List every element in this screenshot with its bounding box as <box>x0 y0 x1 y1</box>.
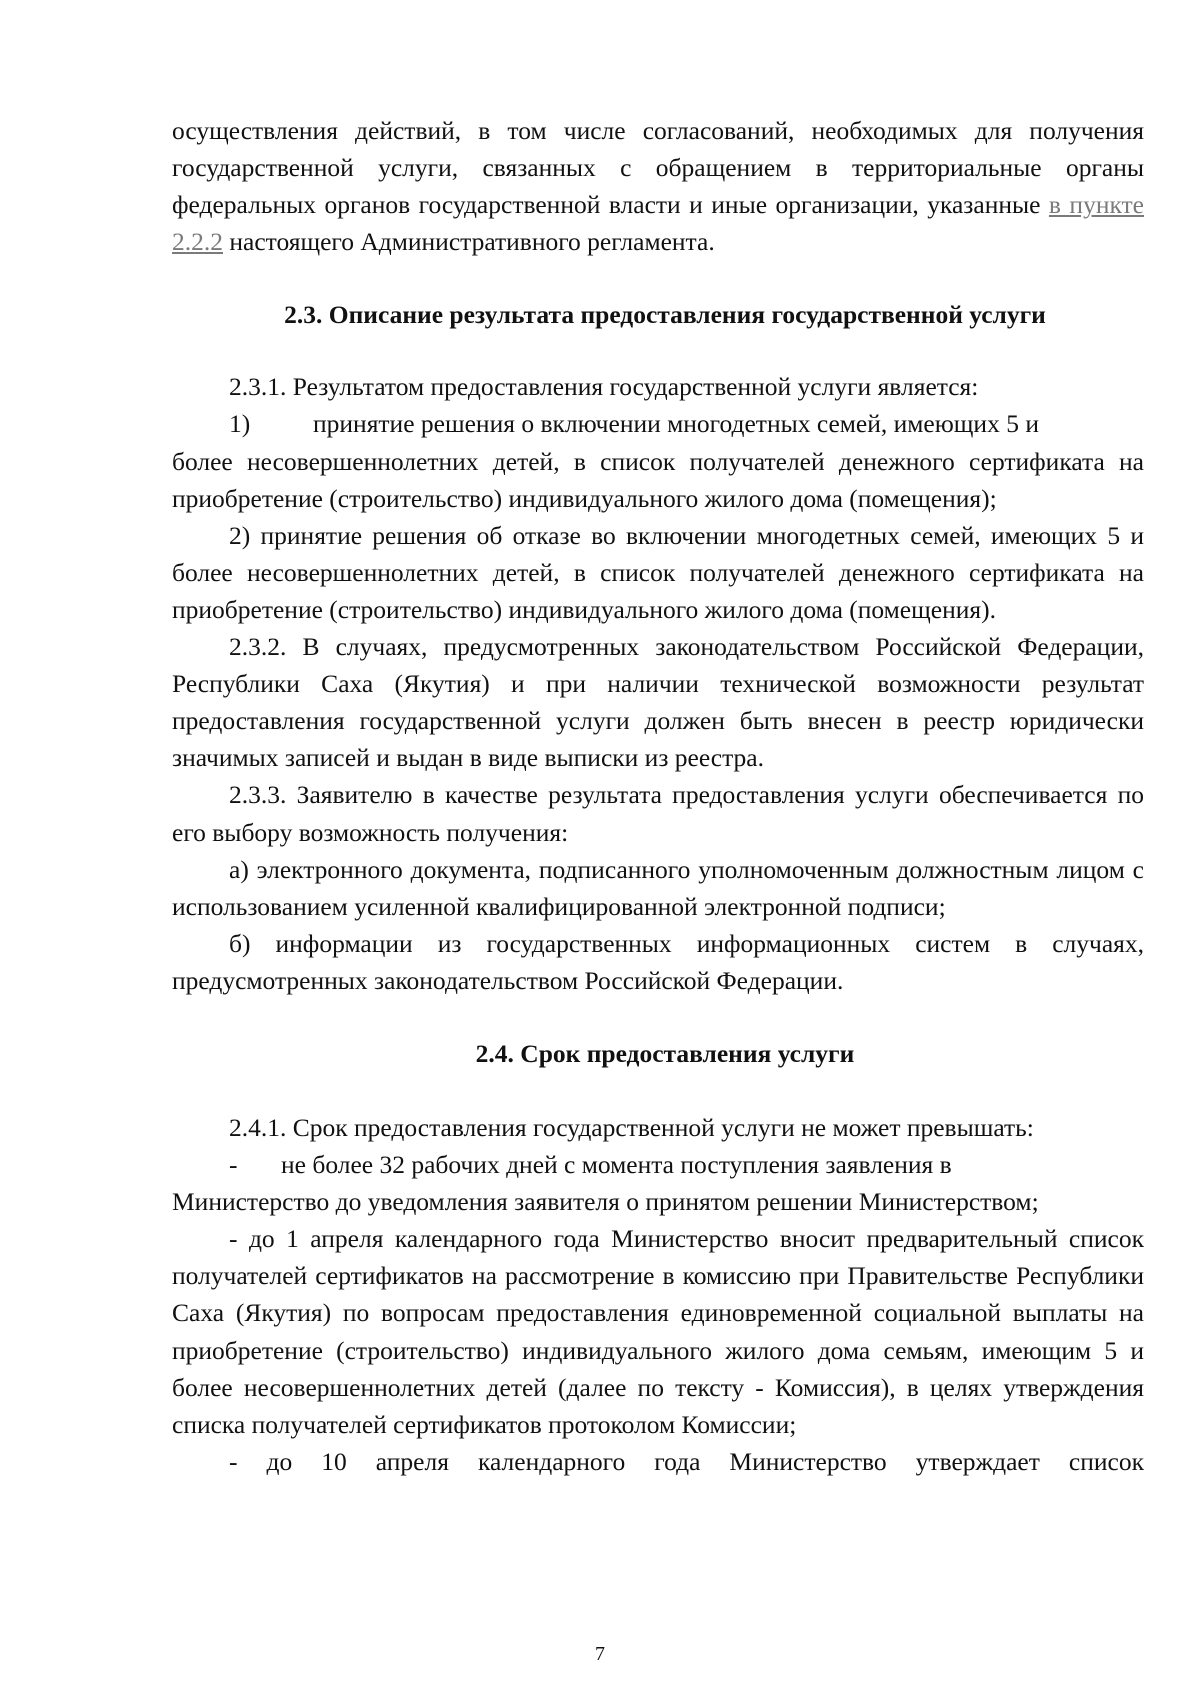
document-page <box>172 112 1144 1480</box>
list-item-b: б) информации из государственных информационных систем в случаях, предусмотренных законодательством Российской Федерации. <box>172 928 1144 995</box>
list-item-2: 2) принятие решения об отказе во включении многодетных семей, имеющих 5 и более несовершеннолетних детей, в список получателей денежного сертификата на приобретение (строительство) индивидуального жилого дома (помещения). <box>172 520 1144 624</box>
dash-item-1-text: не более 32 рабочих дней с момента поступления заявления в <box>281 1150 952 1180</box>
dash-item-1-continuation: Министерство до уведомления заявителя о принятом решении Министерством; <box>172 1187 1039 1217</box>
list-item-1-continuation: более несовершеннолетних детей, в список получателей денежного сертификата на приобретение (строительство) индивидуального жилого дома (помещения); <box>172 446 1144 513</box>
dash-item-3: - до 10 апреля календарного года Министерство утверждает список <box>229 1446 1144 1476</box>
list-item-1-text: принятие решения о включении многодетных семей, имеющих 5 и <box>313 409 1039 439</box>
intro-paragraph <box>172 112 1144 260</box>
paragraph-2-3-1: 2.3.1. Результатом предоставления государственной услуги является: <box>229 372 979 402</box>
intro-text: осуществления действий, в том числе согласований, необходимых для получения государственной услуги, связанных с обращением в территориальные органы федеральных органов государственной власти и иные организации, указанные <box>172 116 1144 220</box>
paragraph-2-3-3: 2.3.3. Заявителю в качестве результата предоставления услуги обеспечивается по его выбору возможность получения: <box>172 780 1144 847</box>
page-number: 7 <box>595 1643 605 1665</box>
intro-text-end: настоящего Административного регламента. <box>223 227 715 257</box>
paragraph-2-3-2: 2.3.2. В случаях, предусмотренных законодательством Российской Федерации, Республики Саха (Якутия) и при наличии технической возможности результат предоставления государственной услуги должен быть внесен в реестр юридически значимых записей и выдан в виде выписки из реестра. <box>172 632 1144 773</box>
section-heading-2-4: 2.4. Срок предоставления услуги <box>475 1038 855 1068</box>
list-item-1-number: 1) <box>229 409 251 439</box>
clause-link[interactable]: в пункте 2.2.2 <box>172 190 1144 257</box>
section-heading-2-3: 2.3. Описание результата предоставления государственной услуги <box>284 300 1046 330</box>
dash-item-2: - до 1 апреля календарного года Министерство вносит предварительный список получателей сертификатов на рассмотрение в комиссию при Правительстве Республики Саха (Якутия) по вопросам предоставления единовременной социальной выплаты на приобретение (строительство) индивидуального жилого дома семьям, имеющим 5 и более несовершеннолетних детей (далее по тексту - Комиссия), в целях утверждения списка получателей сертификатов протоколом Комиссии; <box>172 1224 1144 1439</box>
paragraph-2-4-1: 2.4.1. Срок предоставления государственной услуги не может превышать: <box>229 1112 1034 1142</box>
list-item-a: а) электронного документа, подписанного уполномоченным должностным лицом с использованием усиленной квалифицированной электронной подписи; <box>172 854 1144 921</box>
dash-item-1 <box>172 1146 1144 1183</box>
list-item-1 <box>172 405 1144 442</box>
dash-item-1-mark: - <box>229 1150 238 1180</box>
